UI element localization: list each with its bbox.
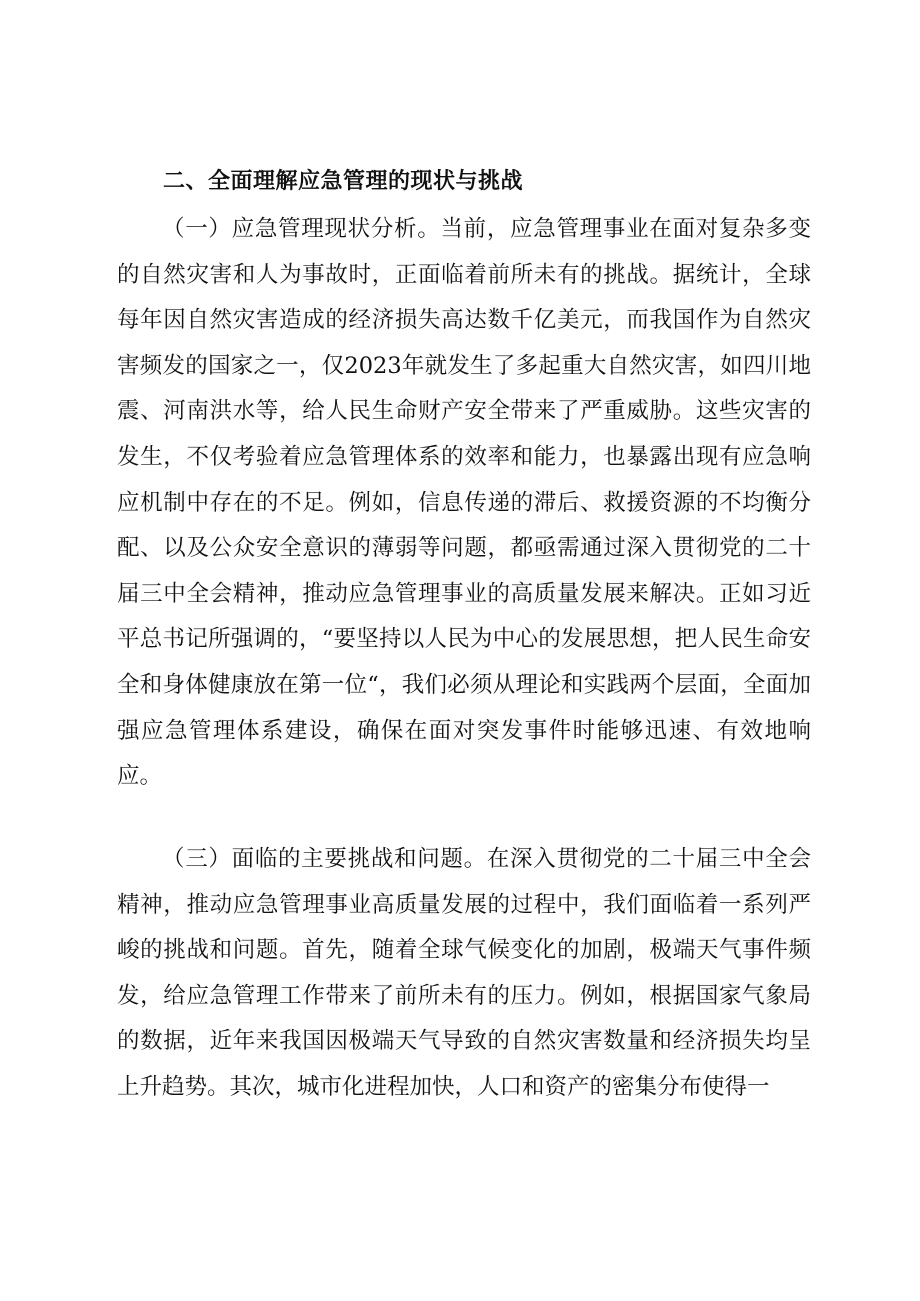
section-heading: 二、全面理解应急管理的现状与挑战 bbox=[163, 169, 524, 194]
paragraph-main-challenges: （三）面临的主要挑战和问题。在深入贯彻党的二十届三中全会精神，推动应急管理事业高质量发展的过程中，我们面临着一系列严峻的挑战和问题。首先，随着全球气候变化的加剧，极端天气事件频发，给应急管理工作带来了前所未有的压力。例如，根据国家气象局的数据，近年来我国因极端天气导致的自然灾害数量和经济损失均呈上升趋势。其次，城市化进程加快，人口和资产的密集分布使得一 bbox=[117, 846, 811, 1100]
paragraph-status-analysis: （一）应急管理现状分析。当前，应急管理事业在面对复杂多变的自然灾害和人为事故时，正面临着前所未有的挑战。据统计，全球每年因自然灾害造成的经济损失高达数千亿美元，而我国作为自然灾害频发的国家之一，仅2023年就发生了多起重大自然灾害，如四川地震、河南洪水等，给人民生命财产安全带来了严重威胁。这些灾害的发生，不仅考验着应急管理体系的效率和能力，也暴露出现有应急响应机制中存在的不足。例如，信息传递的滞后、救援资源的不均衡分配、以及公众安全意识的薄弱等问题，都亟需通过深入贯彻党的二十届三中全会精神，推动应急管理事业的高质量发展来解决。正如习近平总书记所强调的，“要坚持以人民为中心的发展思想，把人民生命安全和身体健康放在第一位“，我们必须从理论和实践两个层面，全面加强应急管理体系建设，确保在面对突发事件时能够迅速、有效地响应。 bbox=[117, 216, 811, 790]
